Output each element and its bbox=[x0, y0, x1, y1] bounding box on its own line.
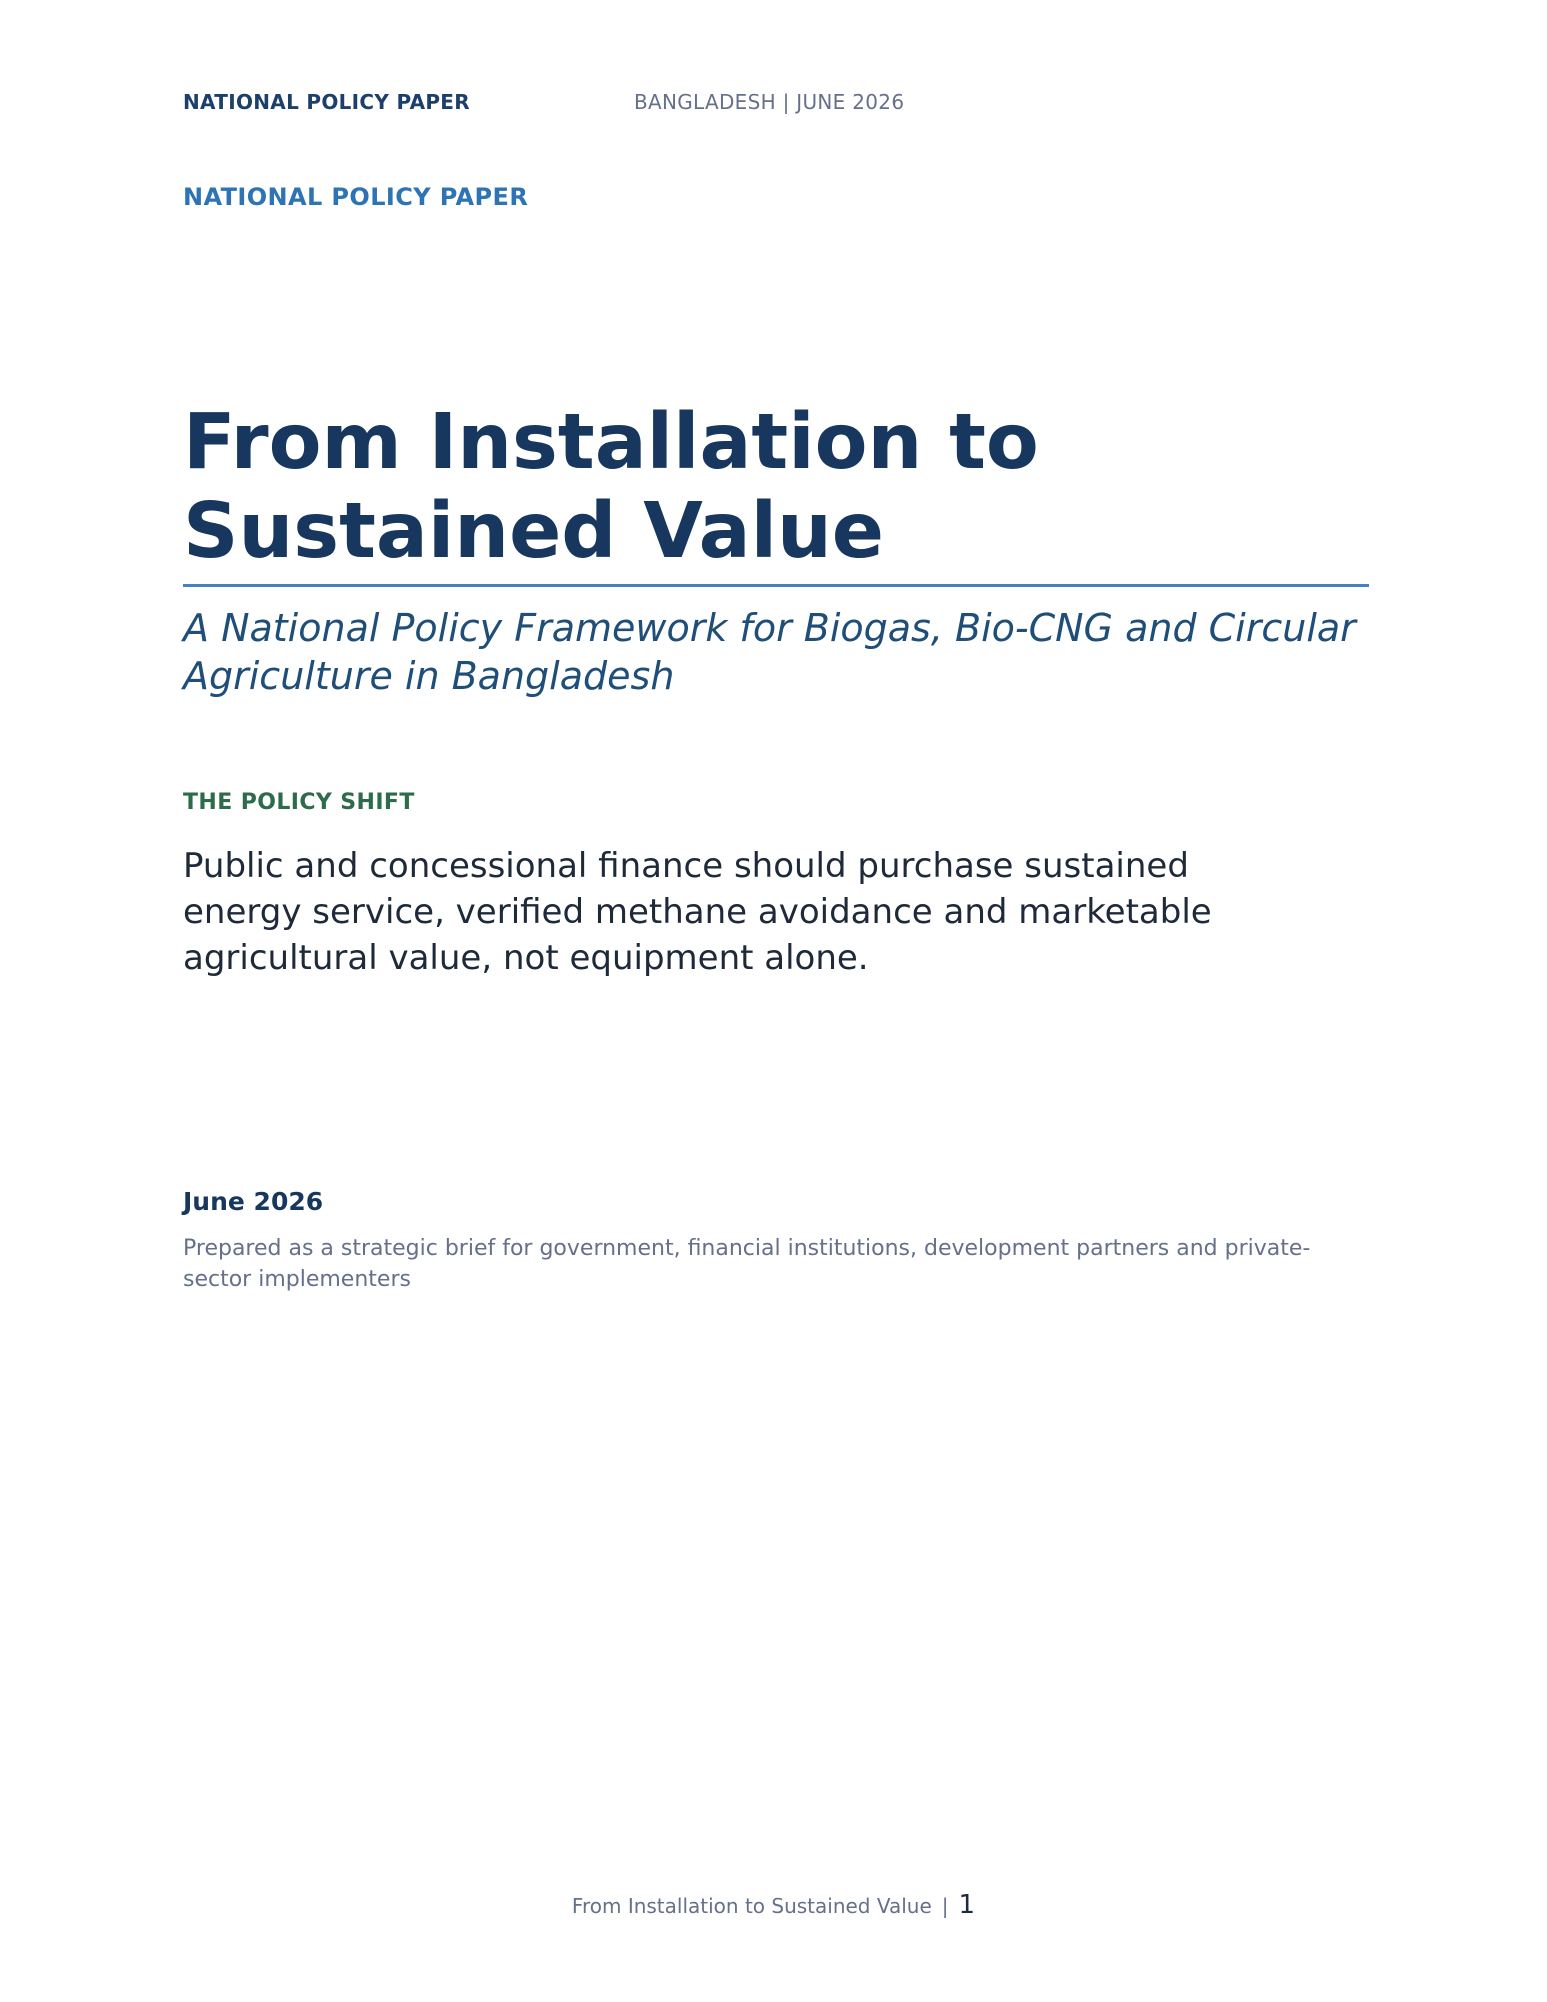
policy-shift-label: THE POLICY SHIFT bbox=[183, 790, 415, 815]
policy-shift-statement: Public and concessional finance should purchase sustained energy service, verified methane avoidance and marketable agricultural value, not equipment alone. bbox=[183, 846, 1212, 978]
title-divider bbox=[183, 584, 1369, 587]
page-number: 1 bbox=[958, 1890, 976, 1920]
page-footer bbox=[0, 1890, 1547, 1920]
running-header-left: NATIONAL POLICY PAPER bbox=[183, 90, 470, 114]
title-line-1: From Installation to bbox=[183, 398, 1039, 487]
publication-date: June 2026 bbox=[183, 1187, 324, 1216]
cover-eyebrow: NATIONAL POLICY PAPER bbox=[183, 183, 529, 211]
running-header-right: BANGLADESH | JUNE 2026 bbox=[634, 90, 905, 114]
prepared-for-note: Prepared as a strategic brief for government, financial institutions, development partners and private-sector implementers bbox=[183, 1236, 1311, 1292]
document-subtitle: A National Policy Framework for Biogas, Bio-CNG and Circular Agriculture in Bangladesh bbox=[183, 606, 1356, 698]
footer-title: From Installation to Sustained Value bbox=[571, 1894, 932, 1918]
footer-separator: | bbox=[941, 1894, 949, 1918]
document-title bbox=[183, 398, 1383, 576]
title-line-2: Sustained Value bbox=[183, 487, 885, 576]
